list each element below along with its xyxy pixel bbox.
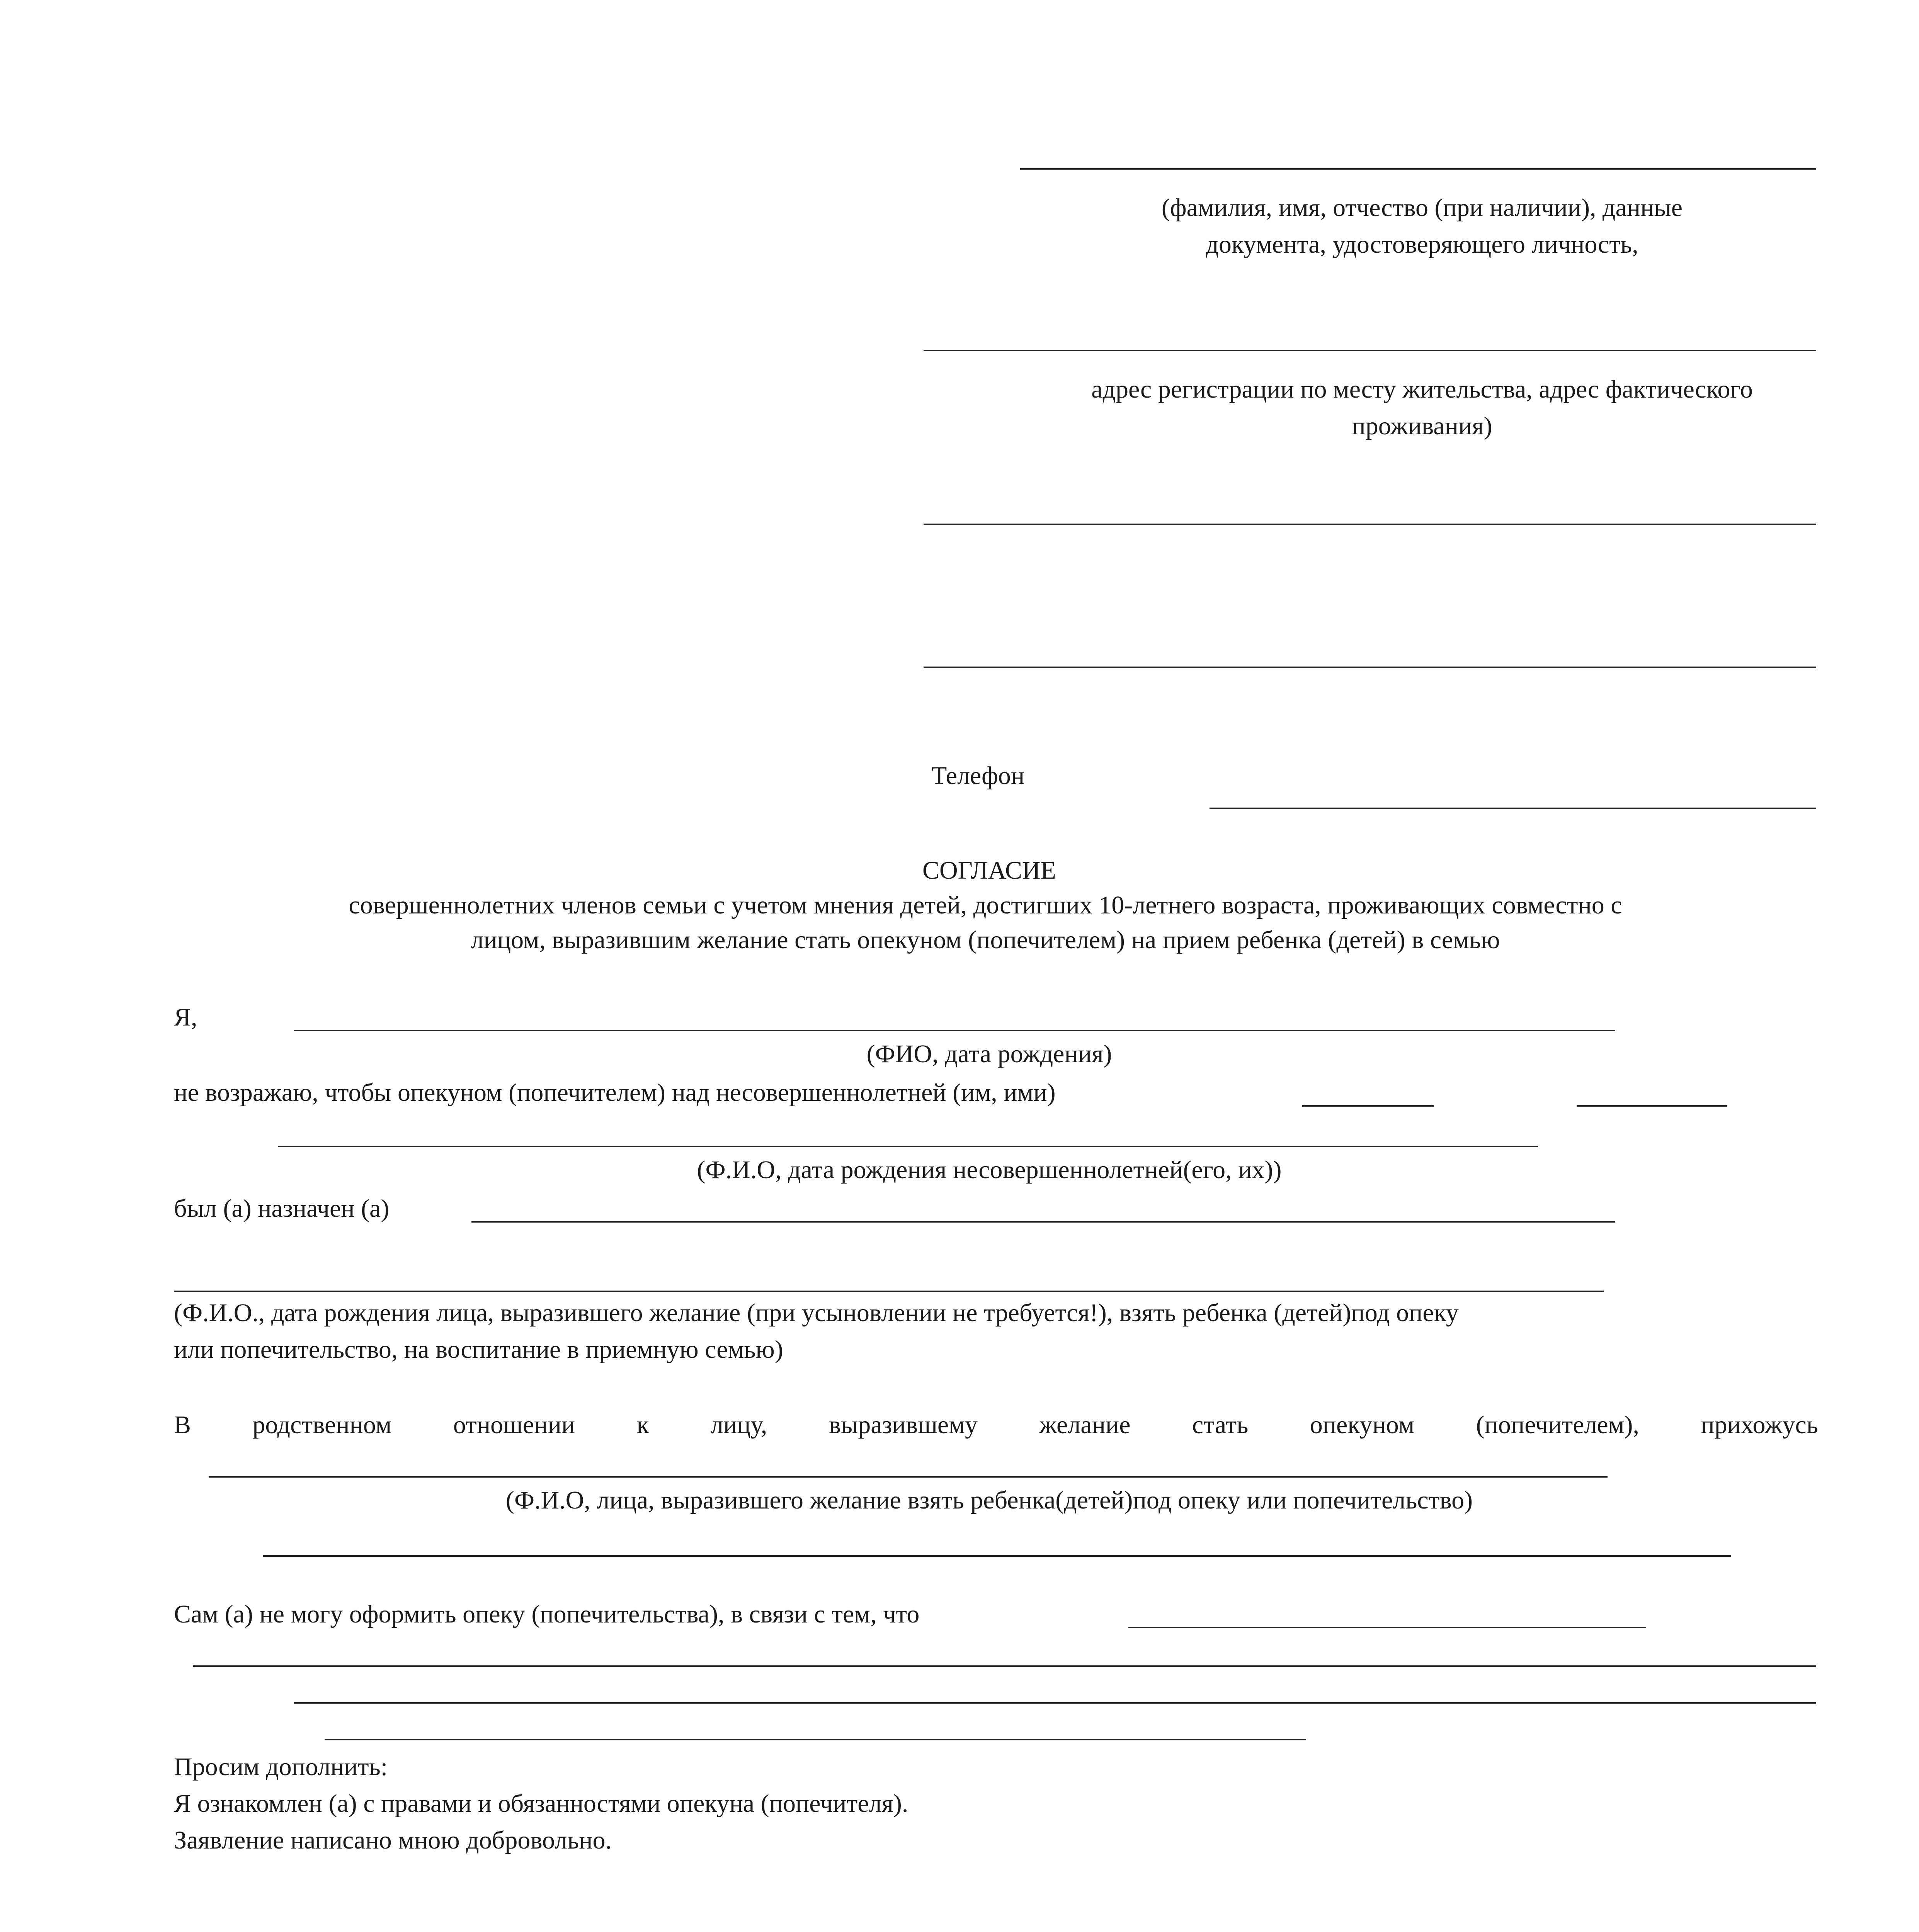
minor-caption: (Ф.И.О, дата рождения несовершеннолетней(его, их)): [697, 1156, 1282, 1184]
minor-line-c[interactable]: [278, 1146, 1538, 1147]
ya-label: Я,: [174, 1003, 197, 1031]
fio-line[interactable]: [1020, 168, 1816, 170]
reason-line-4[interactable]: [325, 1739, 1306, 1740]
applicant-caption-1: (Ф.И.О., дата рождения лица, выразившего желание (при усыновлении не требуется!), взять ребенка (детей)под опеку: [174, 1299, 1459, 1327]
minor-line-b[interactable]: [1577, 1105, 1727, 1107]
minor-line-a[interactable]: [1302, 1105, 1434, 1107]
caption-address-1: адрес регистрации по месту жительства, адрес фактического: [1091, 375, 1753, 403]
relation-word: лицу,: [710, 1411, 767, 1439]
relation-extra-line[interactable]: [263, 1555, 1731, 1557]
relation-word: отношении: [453, 1411, 575, 1439]
familiar-text: Я ознакомлен (а) с правами и обязанностями опекуна (попечителя).: [174, 1789, 908, 1818]
voluntary-text: Заявление написано мною добровольно.: [174, 1826, 612, 1854]
relation-word: к: [636, 1411, 649, 1439]
reason-line-1[interactable]: [1128, 1627, 1646, 1628]
title-line-2: лицом, выразившим желание стать опекуном (попечителем) на прием ребенка (детей) в семью: [471, 926, 1500, 954]
self-cannot-text: Сам (а) не могу оформить опеку (попечительства), в связи с тем, что: [174, 1600, 920, 1628]
no-objection-text: не возражаю, чтобы опекуном (попечителем) над несовершеннолетней (им, ими): [174, 1078, 1056, 1107]
address-line-2[interactable]: [924, 524, 1816, 525]
address-line-3[interactable]: [924, 667, 1816, 668]
caption-fio-2: документа, удостоверяющего личность,: [1206, 230, 1638, 259]
relation-word: В: [174, 1411, 191, 1439]
relation-line[interactable]: [209, 1476, 1608, 1478]
phone-label: Телефон: [931, 762, 1025, 790]
applicant-caption-2: или попечительство, на воспитание в приемную семью): [174, 1335, 783, 1364]
relation-word: опекуном: [1310, 1411, 1415, 1439]
relation-word: стать: [1192, 1411, 1249, 1439]
applicant-line[interactable]: [174, 1291, 1604, 1292]
relation-caption: (Ф.И.О, лица, выразившего желание взять ребенка(детей)под опеку или попечительство): [505, 1486, 1473, 1514]
relation-text: [174, 1412, 1818, 1438]
document-heading: СОГЛАСИЕ: [922, 856, 1056, 884]
appointed-text: был (а) назначен (а): [174, 1194, 390, 1223]
caption-address-2: проживания): [1352, 412, 1492, 440]
reason-line-2[interactable]: [193, 1665, 1816, 1667]
phone-input-line[interactable]: [1210, 808, 1816, 809]
reason-line-3[interactable]: [294, 1702, 1816, 1704]
relation-word: (попечителем),: [1476, 1411, 1640, 1439]
relation-word: выразившему: [829, 1411, 978, 1439]
appointed-line[interactable]: [471, 1221, 1615, 1223]
relation-word: желание: [1039, 1411, 1131, 1439]
caption-fio-1: (фамилия, имя, отчество (при наличии), данные: [1161, 194, 1683, 222]
applicant-fio-line[interactable]: [294, 1030, 1615, 1031]
address-line-1[interactable]: [924, 350, 1816, 351]
title-line-1: совершеннолетних членов семьи с учетом мнения детей, достигших 10-летнего возраста, проживающих совместно с: [349, 891, 1622, 919]
request-text: Просим дополнить:: [174, 1753, 388, 1781]
relation-word: прихожусь: [1701, 1411, 1818, 1439]
relation-word: родственном: [252, 1411, 392, 1439]
fio-caption: (ФИО, дата рождения): [866, 1040, 1112, 1068]
